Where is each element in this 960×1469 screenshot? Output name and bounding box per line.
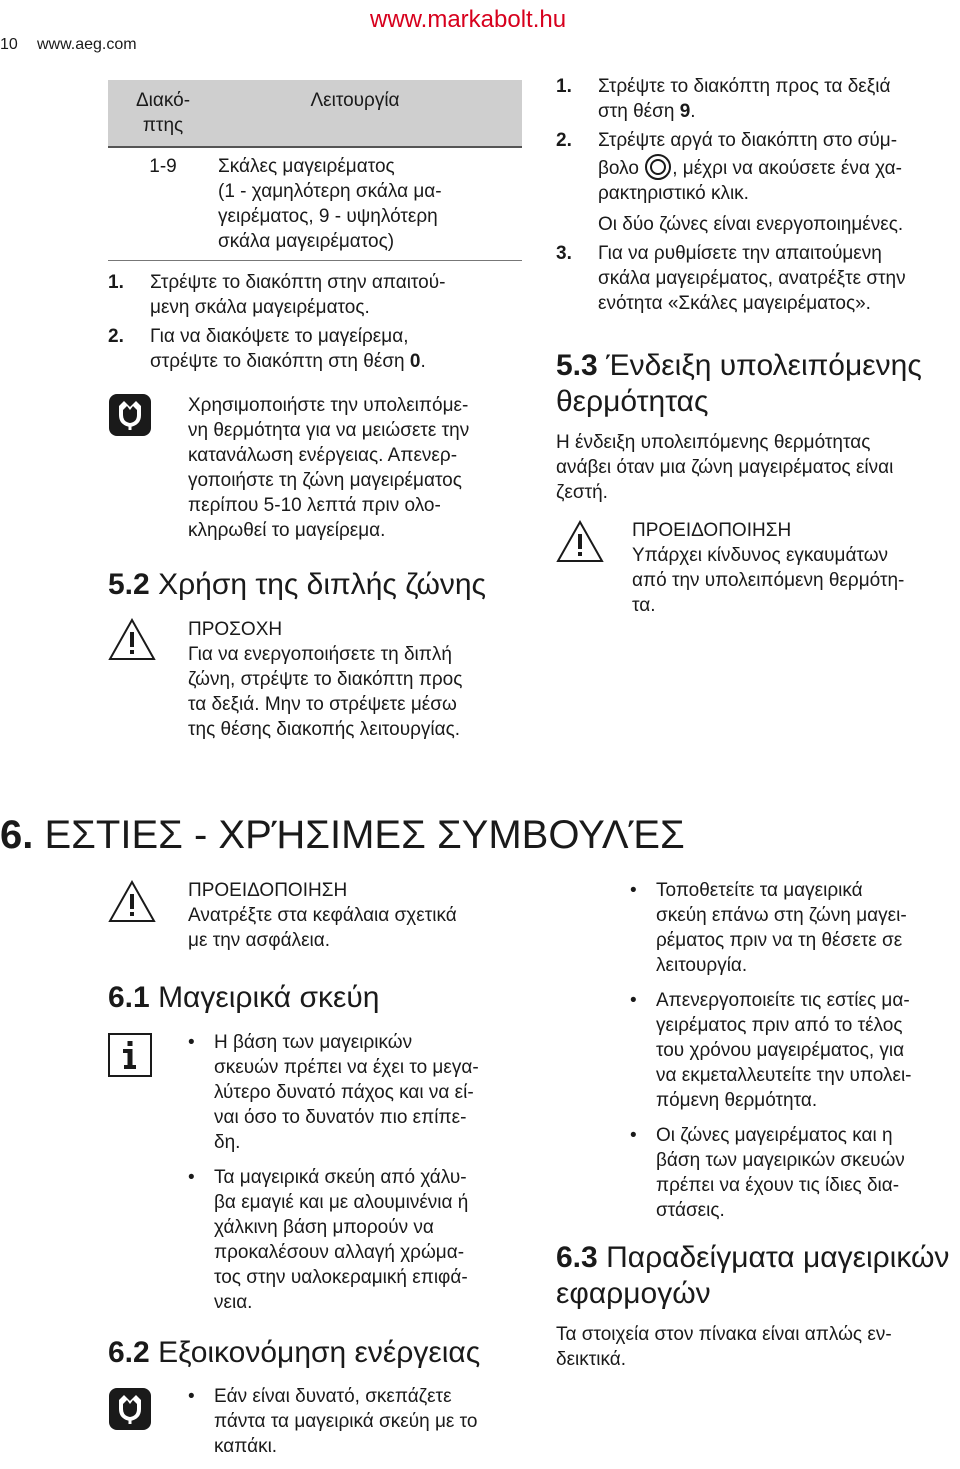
section-6-3-heading	[556, 1240, 949, 1312]
section-title: Ένδειξη υπολειπόμενης θερμότητας	[556, 349, 922, 418]
section-title: Εξοικονόμηση ενέργειας	[158, 1336, 481, 1369]
section-title: Χρήση της διπλής ζώνης	[158, 568, 487, 601]
section-number: 6.2	[108, 1336, 150, 1369]
section-number: 5.2	[108, 568, 150, 601]
step-text-part: Για να διακόψετε το μαγείρεμα, στρέψτε το διακόπτη στη θέση	[150, 326, 409, 372]
chapter-number: 6.	[0, 813, 34, 857]
list-item: • Τα μαγειρικά σκεύη από χάλυ- βα εμαγιέ και με αλουμινένια ή χάλκινη βάση μπορούν να προκαλέσουν αλλαγή χρώμα- τος στην υαλοκεραμική επιφά- νεια.	[188, 1165, 528, 1315]
knob-function-table	[108, 80, 522, 261]
warning-icon	[108, 880, 156, 924]
steps-right-list	[556, 74, 960, 320]
caution-icon	[108, 618, 156, 662]
step-position-value: 0	[409, 351, 421, 372]
caution-text: Για να ενεργοποιήσετε τη διπλή ζώνη, στρέψτε το διακόπτη προς τα δεξιά. Μην το στρέψετε μέσω της θέσης διακοπής λειτουργίας.	[188, 644, 463, 740]
list-item	[108, 270, 528, 320]
list-item: • Τοποθετείτε τα μαγειρικά σκεύη επάνω στη ζώνη μαγει- ρέματος πριν να τη θέσετε σε λειτουργία.	[630, 878, 960, 978]
section-5-2-heading	[108, 567, 486, 603]
info-icon	[108, 1033, 152, 1077]
table-cell-position: 1-9	[108, 147, 218, 261]
residual-heat-text: Η ένδειξη υπολειπόμενης θερμότητας ανάβει όταν μια ζώνη μαγειρέματος είναι ζεστή.	[556, 432, 894, 503]
dual-zone-symbol-icon	[644, 153, 672, 181]
list-item	[108, 324, 528, 374]
table-header-function	[218, 80, 522, 147]
warning-text: Υπάρχει κίνδυνος εγκαυμάτων από την υπολειπόμενη θερμότη- τα.	[632, 545, 905, 616]
warning-title: ΠΡΟΕΙΔΟΠΟΙΗΣΗ	[632, 520, 792, 541]
list-item	[556, 74, 960, 124]
section-title: Παραδείγματα μαγειρικών εφαρμογών	[556, 1241, 950, 1310]
section-6-1-heading	[108, 980, 379, 1016]
section-6-2-heading	[108, 1335, 480, 1371]
energy-saving-bullets	[188, 1384, 528, 1469]
warning-block	[632, 518, 952, 618]
step-text-part: .	[420, 351, 426, 372]
step-text-part: Στρέψτε το διακόπτη προς τα δεξιά στη θέση	[598, 76, 891, 122]
step-subtext: Οι δύο ζώνες είναι ενεργοποιημένες.	[598, 214, 904, 235]
section-number: 6.1	[108, 981, 150, 1014]
applications-text: Τα στοιχεία στον πίνακα είναι απλώς εν- δεικτικά.	[556, 1324, 892, 1370]
step-text-part: , μέχρι να ακούσετε ένα χα- ρακτηριστικό κλικ.	[598, 158, 902, 204]
list-item: • Οι ζώνες μαγειρέματος και η βάση των μαγειρικών σκευών πρέπει να έχουν τις ίδιες δια- στάσεις.	[630, 1123, 960, 1223]
cooking-tips-bullets	[630, 878, 960, 1233]
step-text-part: Στρέψτε αργά το διακόπτη στο σύμ- βολο	[598, 130, 898, 179]
cookware-bullets	[188, 1030, 528, 1325]
chapter-6-heading	[0, 812, 685, 858]
warning-icon	[556, 520, 604, 564]
section-number: 6.3	[556, 1241, 598, 1274]
step-number: 1.	[108, 272, 124, 293]
list-item	[556, 241, 960, 316]
list-item	[556, 128, 960, 237]
step-text: Για να ρυθμίσετε την απαιτούμενη σκάλα μαγειρέματος, ανατρέξτε στην ενότητα «Σκάλες μαγειρέματος».	[598, 243, 906, 314]
caution-block	[188, 617, 528, 742]
page-number: 10	[0, 36, 18, 53]
warning-title: ΠΡΟΕΙΔΟΠΟΙΗΣΗ	[188, 880, 348, 901]
table-header-switch	[108, 80, 218, 147]
warning-block	[188, 878, 528, 953]
caution-title: ΠΡΟΣΟΧΗ	[188, 619, 283, 640]
energy-saving-icon	[108, 393, 152, 437]
energy-tip-text: Χρησιμοποιήστε την υπολειπόμε- νη θερμότητα για να μειώσετε την κατανάλωση ενέργειας. Απενερ- γοποιήστε τη ζώνη μαγειρέματος περίπου 5-10 λεπτά πριν ολο- κληρωθεί το μαγείρεμα.	[188, 395, 470, 541]
step-text-part: .	[690, 101, 696, 122]
step-text: Στρέψτε το διακόπτη στην απαιτού- μενη σκάλα μαγειρέματος.	[150, 272, 446, 318]
step-position-value: 9	[679, 101, 691, 122]
list-item: • Εάν είναι δυνατό, σκεπάζετε πάντα τα μαγειρικά σκεύη με το καπάκι.	[188, 1384, 528, 1459]
section-number: 5.3	[556, 349, 598, 382]
table-cell-function: Σκάλες μαγειρέματος (1 - χαμηλότερη σκάλα μα- γειρέματος, 9 - υψηλότερη σκάλα μαγειρέματος)	[218, 147, 522, 261]
step-number: 3.	[556, 243, 572, 264]
site-url[interactable]: www.aeg.com	[37, 36, 137, 53]
list-item: • Η βάση των μαγειρικών σκευών πρέπει να έχει το μεγα- λύτερο δυνατό πάχος και να εί- ναι όσο το δυνατόν πιο επίπε- δη.	[188, 1030, 528, 1155]
warning-text: Ανατρέξτε στα κεφάλαια σχετικά με την ασφάλεια.	[188, 905, 457, 951]
section-5-3-heading	[556, 348, 922, 420]
steps-left-list	[108, 270, 528, 378]
step-text	[150, 324, 528, 374]
chapter-title: ΕΣΤΙΕΣ - ΧΡΉΣΙΜΕΣ ΣΥΜΒΟΥΛΈΣ	[44, 813, 685, 857]
step-number: 1.	[556, 76, 572, 97]
step-number: 2.	[556, 130, 572, 151]
list-item: • Απενεργοποιείτε τις εστίες μα- γειρέματος πριν από το τέλος του χρόνου μαγειρέματος, για να εκμεταλλευτείτε την υπολει- πόμενη θερμότητα.	[630, 988, 960, 1113]
step-text	[598, 128, 960, 237]
table-row	[108, 147, 522, 261]
section-title: Μαγειρικά σκεύη	[158, 981, 380, 1014]
table-header-function-label: Λειτουργία	[310, 90, 400, 111]
watermark[interactable]: www.markabolt.hu	[370, 6, 567, 33]
step-number: 2.	[108, 326, 124, 347]
energy-saving-icon	[108, 1387, 152, 1431]
table-header-switch-label: Διακό- πτης	[135, 90, 191, 136]
step-text	[598, 74, 960, 124]
